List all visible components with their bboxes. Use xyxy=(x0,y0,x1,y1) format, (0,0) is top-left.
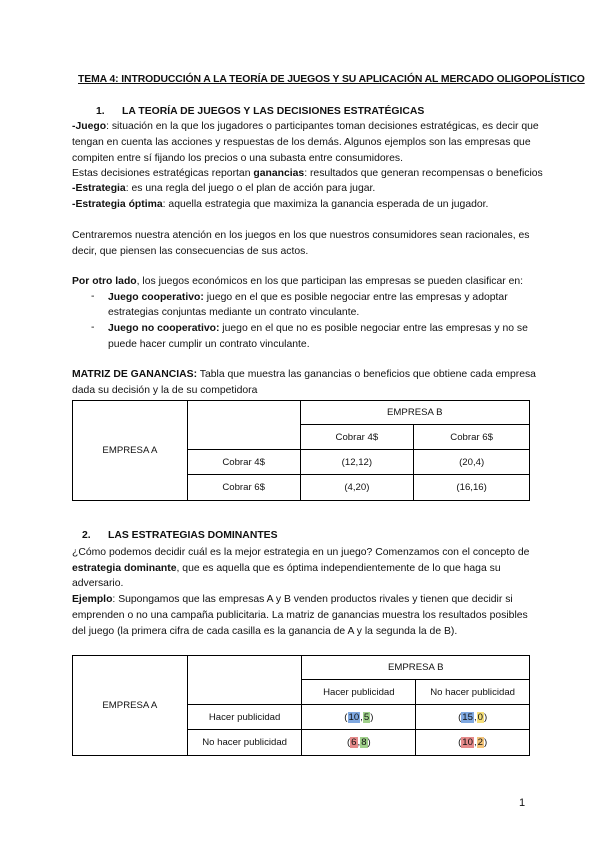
table1-cell-r1c2: (20,4) xyxy=(414,450,530,475)
text: ( xyxy=(458,711,462,723)
payoff-table-2 xyxy=(72,655,530,756)
section-2-number: 2. xyxy=(82,530,91,541)
text: , xyxy=(473,711,477,723)
text: : resultados que generan recompensas o beneficios xyxy=(304,168,543,179)
paragraph-dominante-line3: adversario. xyxy=(72,578,124,589)
section-1-heading: LA TEORÍA DE JUEGOS Y LAS DECISIONES ESTRATÉGICAS xyxy=(122,106,425,117)
text: : situación en la que los jugadores o participantes toman decisiones estratégicas, es decir que xyxy=(106,121,539,132)
table2-cell-r1c2 xyxy=(416,705,530,730)
paragraph-ejemplo-line3: del juego (la primera cifra de cada casilla es la ganancia de A y la segunda la de B). xyxy=(72,626,458,637)
payoff-b: 2 xyxy=(477,737,483,748)
table1-empty-corner xyxy=(187,401,300,450)
text: ( xyxy=(346,737,351,748)
table1-cell-r1c1: (12,12) xyxy=(300,450,414,475)
table1-row-cobrar-6: Cobrar 6$ xyxy=(187,475,300,501)
text: Estas decisiones estratégicas reportan xyxy=(72,168,254,179)
table1-row-cobrar-4: Cobrar 4$ xyxy=(187,450,300,475)
paragraph-ejemplo-line1 xyxy=(72,593,513,607)
payoff-a: 10 xyxy=(462,737,473,748)
text: ) xyxy=(483,737,488,748)
bullet-no-cooperativo-line2: puede hacer cumplir un contrato vinculante. xyxy=(108,339,310,350)
term-matriz-de-ganancias: MATRIZ DE GANANCIAS: xyxy=(72,369,198,380)
term-ejemplo: Ejemplo xyxy=(72,594,113,605)
bullet-cooperativo-line1 xyxy=(108,291,508,305)
payoff-b: 5 xyxy=(363,711,370,723)
paragraph-juego-line2: tengan en cuenta las acciones y respuestas de los demás. Algunos ejemplos son las empresas que xyxy=(72,137,531,148)
text: Tabla que muestra las ganancias o beneficios que obtiene cada empresa xyxy=(197,369,536,380)
text: ) xyxy=(370,711,374,723)
paragraph-ganancias xyxy=(72,167,543,181)
table2-cell-r2c2 xyxy=(416,730,530,756)
text: , xyxy=(357,737,361,748)
text: : Supongamos que las empresas A y B venden productos rivales y tienen que decidir si xyxy=(112,594,513,605)
bullet-cooperativo-line2: estrategias conjuntas mediante un contrato vinculante. xyxy=(108,307,360,318)
section-1-number: 1. xyxy=(96,106,105,117)
document-title: TEMA 4: INTRODUCCIÓN A LA TEORÍA DE JUEGOS Y SU APLICACIÓN AL MERCADO OLIGOPOLÍSTICO xyxy=(78,74,585,85)
paragraph-estrategia xyxy=(72,182,375,196)
text: : es una regla del juego o el plan de acción para jugar. xyxy=(125,183,376,194)
table1-col-cobrar-4: Cobrar 4$ xyxy=(300,425,414,450)
table2-cell-r1c1 xyxy=(302,705,416,730)
payoff-b: 0 xyxy=(477,711,483,723)
section-2-heading: LAS ESTRATEGIAS DOMINANTES xyxy=(108,530,278,541)
paragraph-dominante-line2 xyxy=(72,562,501,576)
text: , que es aquella que es óptima independientemente de lo que haga su xyxy=(176,563,501,574)
table2-cell-r2c1 xyxy=(302,730,416,756)
paragraph-clasificacion xyxy=(72,275,523,289)
text: juego en el que es posible negociar entre las empresas y adoptar xyxy=(203,292,508,303)
table1-empresa-b: EMPRESA B xyxy=(300,401,529,425)
bullet-dash: - xyxy=(91,291,95,302)
table2-col-no-hacer-publicidad: No hacer publicidad xyxy=(416,680,530,705)
page-number: 1 xyxy=(519,797,526,809)
text: , los juegos económicos en los que participan las empresas se pueden clasificar en: xyxy=(136,276,524,287)
paragraph-matriz-line1 xyxy=(72,368,536,382)
payoff-b: 8 xyxy=(361,737,367,748)
table1-col-cobrar-6: Cobrar 6$ xyxy=(414,425,530,450)
paragraph-matriz-line2: dada su decisión y la de su competidora xyxy=(72,385,258,396)
text: ( xyxy=(344,711,348,723)
payoff-a-dominant: 10 xyxy=(348,711,360,723)
table2-empty-corner xyxy=(187,656,302,705)
term-por-otro-lado: Por otro lado xyxy=(72,276,137,287)
term-juego-cooperativo: Juego cooperativo: xyxy=(108,292,204,303)
paragraph-dominante-line1: ¿Cómo podemos decidir cuál es la mejor estrategia en un juego? Comenzamos con el concepto de xyxy=(72,547,530,558)
table1-empresa-a: EMPRESA A xyxy=(73,401,188,501)
term-juego-no-cooperativo: Juego no cooperativo: xyxy=(108,323,220,334)
table2-empresa-a: EMPRESA A xyxy=(73,656,188,756)
text: ( xyxy=(458,737,462,748)
bullet-no-cooperativo-line1 xyxy=(108,322,528,336)
payoff-a-dominant: 15 xyxy=(462,711,473,723)
table2-row-no-hacer-publicidad: No hacer publicidad xyxy=(187,730,302,756)
paragraph-estrategia-optima xyxy=(72,198,488,212)
term-estrategia-optima: -Estrategia óptima xyxy=(72,199,163,210)
table1-cell-r2c1: (4,20) xyxy=(300,475,414,501)
text: juego en el que no es posible negociar entre las empresas y no se xyxy=(219,323,528,334)
text: : aquella estrategia que maximiza la ganancia esperada de un jugador. xyxy=(162,199,489,210)
term-estrategia: -Estrategia xyxy=(72,183,126,194)
text: ) xyxy=(367,737,371,748)
bullet-dash: - xyxy=(91,322,95,333)
paragraph-ejemplo-line2: emprenden o no una campaña publicitaria. La matriz de ganancias muestra los resultados posibles xyxy=(72,610,528,621)
payoff-a: 6 xyxy=(351,737,357,748)
text: , xyxy=(360,711,363,723)
term-ganancias: ganancias xyxy=(253,168,305,179)
text: , xyxy=(473,737,477,748)
paragraph-juego-line1 xyxy=(72,120,539,134)
table2-col-hacer-publicidad: Hacer publicidad xyxy=(302,680,416,705)
paragraph-racional-line1: Centraremos nuestra atención en los juegos en los que nuestros consumidores sean racionales, es xyxy=(72,230,530,241)
text: ) xyxy=(483,711,488,723)
payoff-table-1 xyxy=(72,400,530,501)
term-estrategia-dominante: estrategia dominante xyxy=(72,563,177,574)
table2-empresa-b: EMPRESA B xyxy=(302,656,530,680)
term-juego: -Juego xyxy=(72,121,107,132)
table1-cell-r2c2: (16,16) xyxy=(414,475,530,501)
paragraph-juego-line3: compiten entre sí fijando los precios o una subasta entre consumidores. xyxy=(72,153,403,164)
paragraph-racional-line2: decir, que piensen las consecuencias de sus actos. xyxy=(72,246,309,257)
table2-row-hacer-publicidad: Hacer publicidad xyxy=(187,705,302,730)
